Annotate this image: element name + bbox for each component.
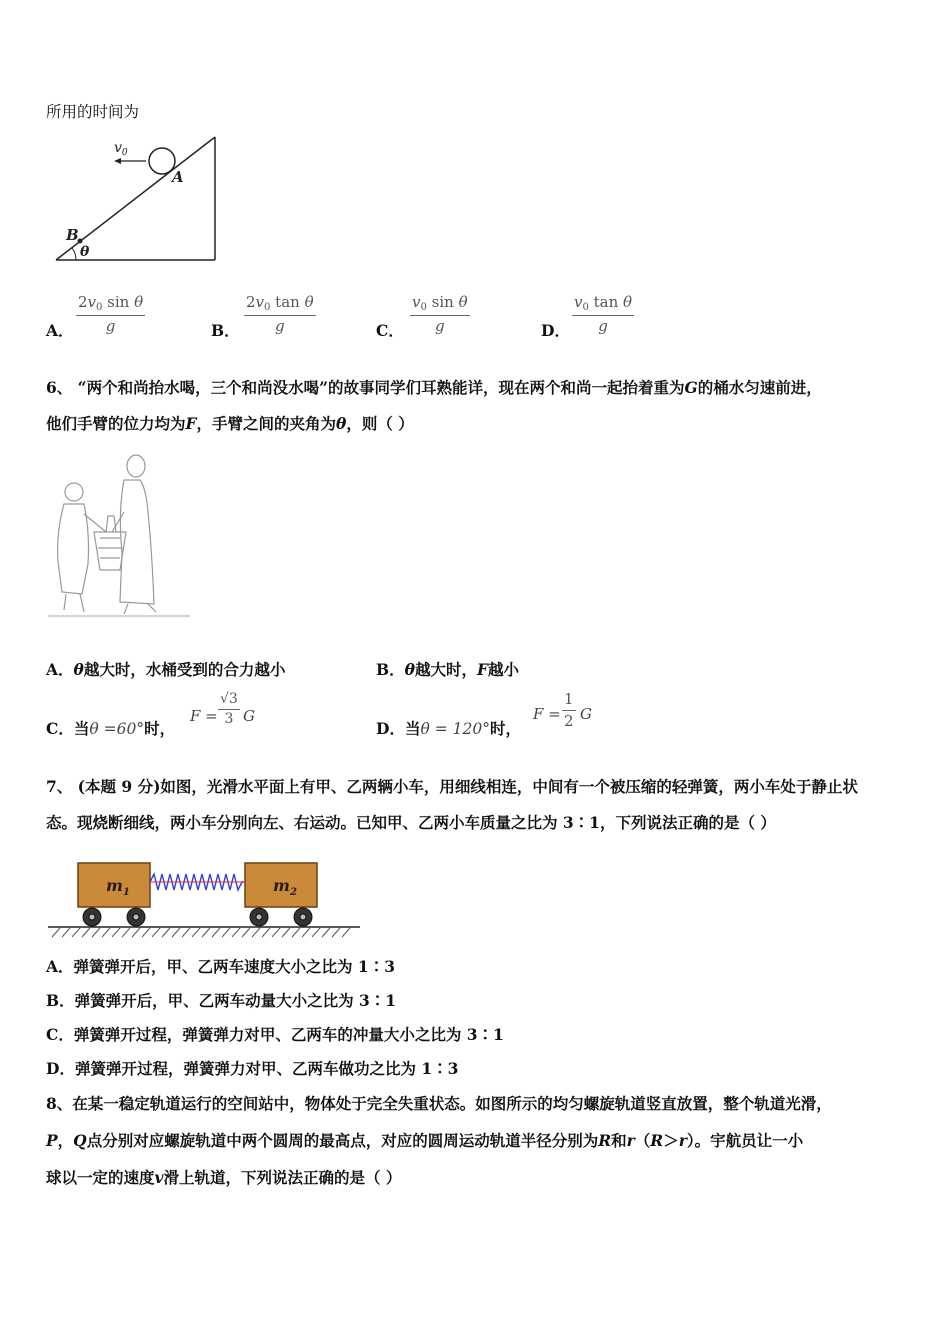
q5-option-a[interactable]: A． <box>46 321 74 340</box>
q7-option-b[interactable]: B．弹簧弹开后，甲、乙两车动量大小之比为 3∶1 <box>46 991 397 1010</box>
q8-stem-line3: 球以一定的速度v滑上轨道，下列说法正确的是（ ） <box>46 1168 402 1187</box>
q6-option-c-f: F = <box>190 707 218 725</box>
q6-stem-line1: 6、 “两个和尚抬水喝，三个和尚没水喝”的故事同学们耳熟能详，现在两个和尚一起抬着重为G的桶水匀速前进， <box>46 378 822 397</box>
q7-option-c[interactable]: C．弹簧弹开过程，弹簧弹力对甲、乙两车的冲量大小之比为 3∶1 <box>46 1025 504 1044</box>
m2-label: $m_2$ <box>273 876 297 898</box>
ground-hatching <box>52 928 350 937</box>
q6-option-c[interactable]: C．当θ =60°时， <box>46 719 176 738</box>
q7-option-a[interactable]: A．弹簧弹开后，甲、乙两车速度大小之比为 1∶3 <box>46 957 395 976</box>
q6-option-a[interactable]: A．θ越大时，水桶受到的合力越小 <box>46 660 286 679</box>
q6-option-d-g: G <box>580 705 592 723</box>
cart-m1-wheels <box>83 908 145 926</box>
q6-option-c-fraction: √3 3 <box>220 691 238 727</box>
theta-arc <box>72 248 76 260</box>
cart-m2-wheels <box>250 908 312 926</box>
q6-option-c-g: G <box>243 707 255 725</box>
q5-option-b[interactable]: B． <box>211 321 240 340</box>
point-b-label: B <box>66 226 79 244</box>
q6-option-d-f: F = <box>533 705 561 723</box>
q8-stem-line2: P，Q点分别对应螺旋轨道中两个圆周的最高点，对应的圆周运动轨道半径分别为R和r（R＞r）。宇航员让一小 <box>46 1131 804 1150</box>
q5-option-d[interactable]: D． <box>541 321 570 340</box>
q5-option-c-formula: $v_0$ sin θ g <box>412 293 468 335</box>
q5-option-d-formula: $v_0$ tan θ g <box>574 293 633 335</box>
q6-option-d[interactable]: D．当θ = 120°时， <box>376 719 521 738</box>
v0-label: $v_0$ <box>114 140 128 158</box>
q7-stem-line1: 7、 (本题 9 分)如图，光滑水平面上有甲、乙两辆小车，用细线相连，中间有一个被压缩的轻弹簧，两小车处于静止状 <box>46 777 858 796</box>
q8-stem-line1: 8、在某一稳定轨道运行的空间站中，物体处于完全失重状态。如图所示的均匀螺旋轨道竖直放置，整个轨道光滑， <box>46 1094 832 1113</box>
q6-option-d-fraction: 1 2 <box>564 690 574 730</box>
point-a-label: A <box>172 168 184 186</box>
monks-figure <box>44 452 194 620</box>
intro-text: 所用的时间为 <box>46 103 140 121</box>
q5-option-a-formula: $2v_0$ sin θ g <box>78 293 144 335</box>
q6-stem-line2: 他们手臂的位力均为F，手臂之间的夹角为θ，则（ ） <box>46 414 414 433</box>
q7-stem-line2: 态。现烧断细线，两小车分别向左、右运动。已知甲、乙两小车质量之比为 3∶1，下列说法正确的是（ ） <box>46 813 776 832</box>
theta-label: θ <box>80 244 90 260</box>
velocity-arrowhead <box>114 158 121 164</box>
q5-option-c[interactable]: C． <box>376 321 404 340</box>
q7-option-d[interactable]: D．弹簧弹开过程，弹簧弹力对甲、乙两车做功之比为 1∶3 <box>46 1059 459 1078</box>
q6-option-b[interactable]: B．θ越大时，F越小 <box>376 660 519 679</box>
m1-label: $m_1$ <box>106 876 130 898</box>
q5-option-b-formula: $2v_0$ tan θ g <box>246 293 314 335</box>
incline-figure <box>50 132 230 267</box>
carts-figure <box>48 858 363 942</box>
